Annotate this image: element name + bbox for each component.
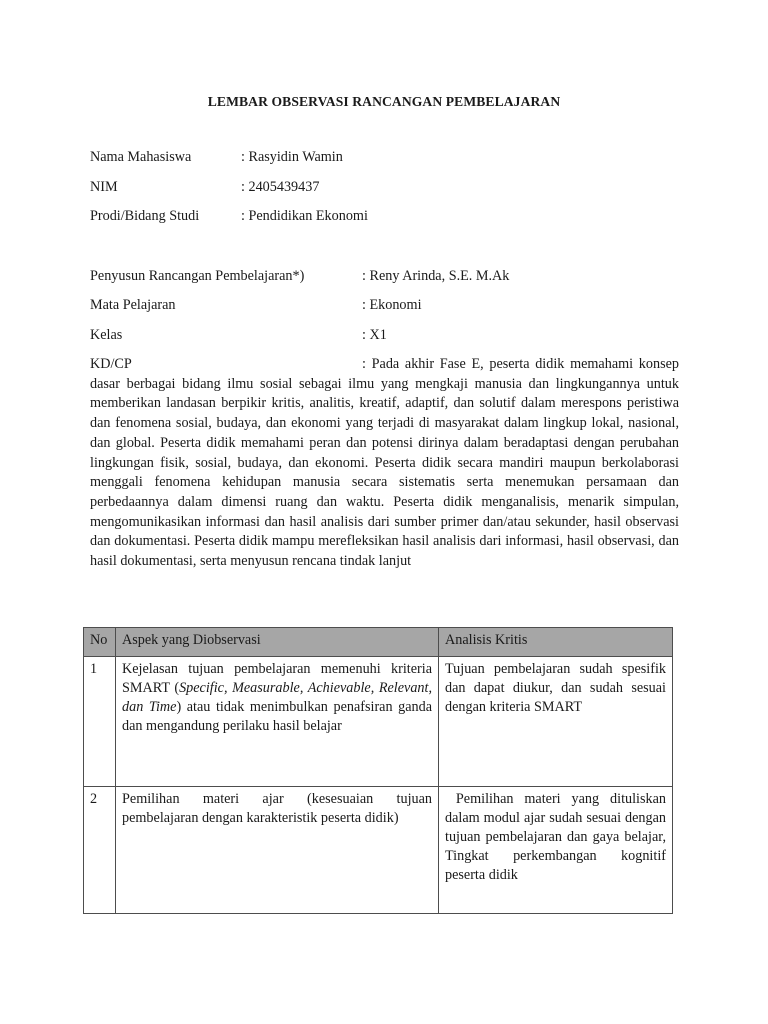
student-nim-value: : 2405439437 bbox=[241, 179, 320, 195]
row-number: 2 bbox=[84, 787, 116, 914]
plan-class-value: : X1 bbox=[362, 327, 387, 343]
plan-class-label: Kelas bbox=[90, 327, 123, 343]
table-row bbox=[84, 657, 673, 787]
kdcp-label: KD/CP bbox=[90, 356, 132, 372]
student-name-row bbox=[90, 148, 343, 168]
plan-author-value: : Reny Arinda, S.E. M.Ak bbox=[362, 268, 510, 284]
document-title: LEMBAR OBSERVASI RANCANGAN PEMBELAJARAN bbox=[207, 94, 561, 109]
kdcp-value: : Pada akhir Fase E, peserta didik memahami konsep dasar berbagai bidang ilmu sosial sebagai ilmu yang mengkaji manusia dan lingkungannya untuk memberikan landasan berpikir kritis, analitis, kreatif, adaptif, dan solutif dalam merespons peristiwa dan fenomena sosial, budaya, dan ekonomi yang terjadi di masyarakat dalam lingkup lokal, nasional, dan global. Peserta didik memahami peran dan potensi dirinya dalam beradaptasi dengan perubahan lingkungan fisik, sosial, budaya, dan ekonomi. Peserta didik secara mandiri maupun berkolaborasi menggali fenomena kehidupan manusia secara sistematis serta menemukan persamaan dan perbedaannya dalam dimensi ruang dan waktu. Peserta didik menganalisis, menarik simpulan, mengomunikasikan informasi dan hasil analisis dari sumber primer dan/atau sekunder, hasil observasi dan dokumentasi. Peserta didik mampu merefleksikan hasil analisis dari informasi, hasil observasi, dan hasil dokumentasi, serta menyusun rencana tindak lanjut bbox=[90, 356, 679, 570]
aspect-cell bbox=[116, 657, 439, 787]
aspect-text-italic: Specific, Measurable, Achievable, Relevant, dan Time bbox=[122, 680, 432, 715]
student-nim-row bbox=[90, 178, 320, 198]
analysis-cell: Pemilihan materi yang dituliskan dalam modul ajar sudah sesuai dengan tujuan pembelajaran dan gaya belajar, Tingkat perkembangan kognitif peserta didik bbox=[439, 787, 673, 914]
kdcp-paragraph bbox=[90, 355, 679, 572]
plan-class-row bbox=[90, 326, 387, 346]
aspect-cell: Pemilihan materi ajar (kesesuaian tujuan pembelajaran dengan karakteristik peserta didik) bbox=[116, 787, 439, 914]
plan-author-label: Penyusun Rancangan Pembelajaran*) bbox=[90, 268, 305, 284]
row-number: 1 bbox=[84, 657, 116, 787]
plan-subject-label: Mata Pelajaran bbox=[90, 297, 176, 313]
student-name-label: Nama Mahasiswa bbox=[90, 149, 192, 165]
plan-subject-row bbox=[90, 296, 422, 316]
student-name-value: : Rasyidin Wamin bbox=[241, 149, 343, 165]
aspect-text-start: Kejelasan tujuan pembelajaran memenuhi kriteria SMART ( bbox=[122, 661, 432, 696]
header-analysis: Analisis Kritis bbox=[439, 628, 673, 657]
student-prodi-label: Prodi/Bidang Studi bbox=[90, 208, 200, 224]
header-aspect: Aspek yang Diobservasi bbox=[116, 628, 439, 657]
analysis-cell: Tujuan pembelajaran sudah spesifik dan dapat diukur, dan sudah sesuai dengan kriteria SMART bbox=[439, 657, 673, 787]
aspect-text-end: ) atau tidak menimbulkan penafsiran ganda dan mengandung perilaku hasil belajar bbox=[122, 699, 433, 734]
plan-subject-value: : Ekonomi bbox=[362, 297, 422, 313]
student-prodi-row bbox=[90, 207, 368, 227]
header-no: No bbox=[84, 628, 116, 657]
plan-author-row bbox=[90, 267, 510, 287]
student-prodi-value: : Pendidikan Ekonomi bbox=[241, 208, 368, 224]
observation-table bbox=[83, 627, 673, 914]
table-header-row bbox=[84, 628, 673, 657]
student-nim-label: NIM bbox=[90, 179, 118, 195]
table-row bbox=[84, 787, 673, 914]
